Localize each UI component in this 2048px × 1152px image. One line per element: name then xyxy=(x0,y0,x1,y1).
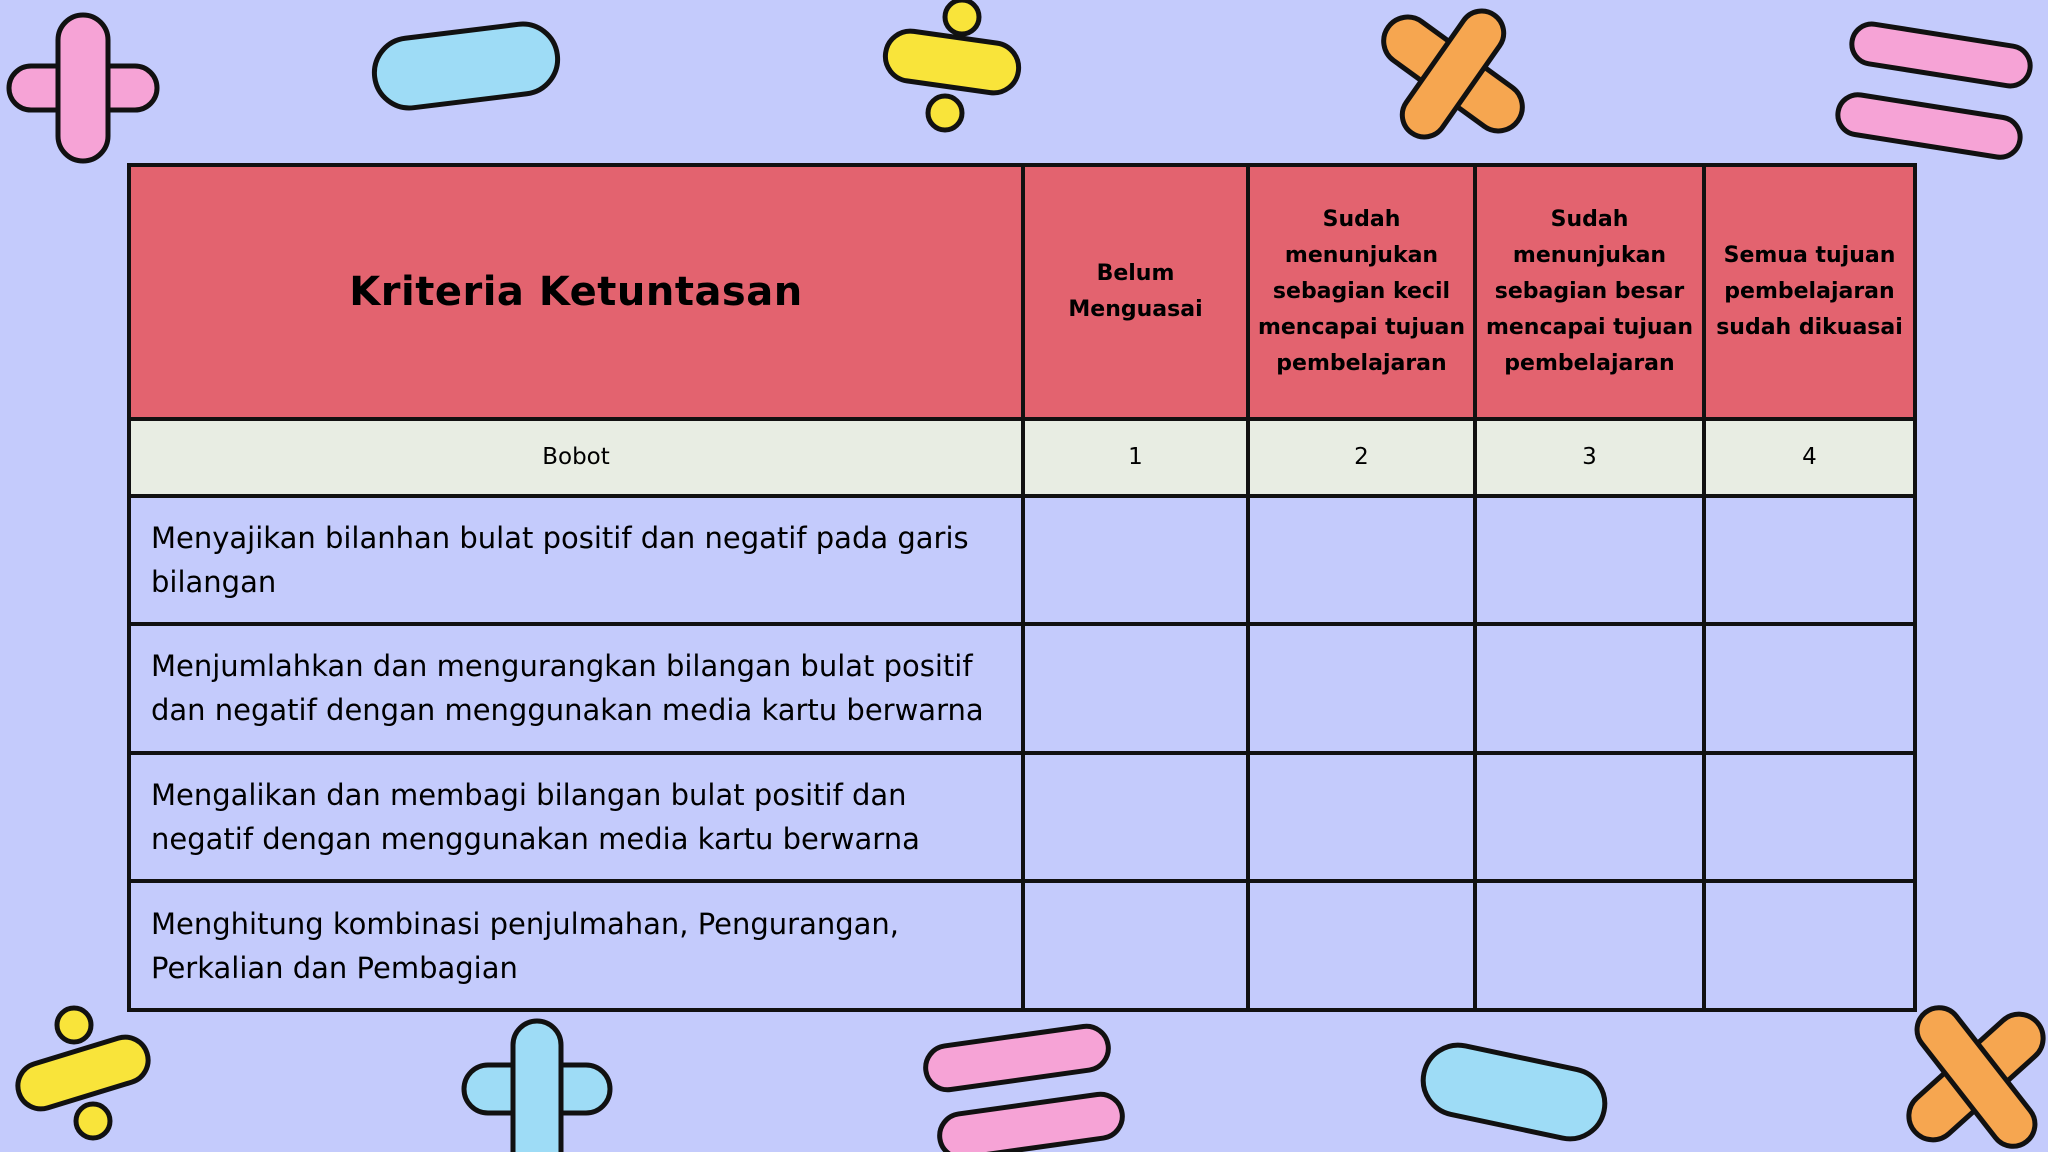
divide-icon xyxy=(882,28,1022,96)
score-cell[interactable] xyxy=(1248,624,1475,753)
divide-dot xyxy=(928,96,962,130)
plus-icon xyxy=(9,15,157,161)
level-header: Belum Menguasai xyxy=(1023,165,1248,419)
table-row xyxy=(129,753,1915,882)
score-cell[interactable] xyxy=(1023,753,1248,882)
divide-icon xyxy=(12,1031,154,1114)
criterion-cell: Menyajikan bilanhan bulat positif dan negatif pada garis bilangan xyxy=(129,496,1023,625)
level-header: Sudah menunjukan sebagian besar mencapai tujuan pembelajaran xyxy=(1475,165,1704,419)
minus-icon xyxy=(370,20,561,112)
table-row xyxy=(129,881,1915,1010)
table-title: Kriteria Ketuntasan xyxy=(129,165,1023,419)
score-cell[interactable] xyxy=(1704,753,1915,882)
plus-icon xyxy=(464,1021,610,1152)
score-cell[interactable] xyxy=(1023,496,1248,625)
header-row xyxy=(129,165,1915,419)
score-cell[interactable] xyxy=(1248,496,1475,625)
weight-value: 4 xyxy=(1704,419,1915,495)
score-cell[interactable] xyxy=(1023,881,1248,1010)
criterion-cell: Menghitung kombinasi penjulmahan, Pengurangan, Perkalian dan Pembagian xyxy=(129,881,1023,1010)
weight-value: 3 xyxy=(1475,419,1704,495)
score-cell[interactable] xyxy=(1475,624,1704,753)
divide-dot xyxy=(57,1008,91,1042)
divide-dot xyxy=(76,1104,110,1138)
minus-icon xyxy=(1417,1039,1612,1146)
times-icon xyxy=(1374,2,1532,145)
weight-row xyxy=(129,419,1915,495)
level-header: Semua tujuan pembelajaran sudah dikuasai xyxy=(1704,165,1915,419)
score-cell[interactable] xyxy=(1475,881,1704,1010)
score-cell[interactable] xyxy=(1248,753,1475,882)
level-header: Sudah menunjukan sebagian kecil mencapai tujuan pembelajaran xyxy=(1248,165,1475,419)
score-cell[interactable] xyxy=(1475,496,1704,625)
score-cell[interactable] xyxy=(1023,624,1248,753)
rubric-table xyxy=(127,163,1917,1012)
times-icon xyxy=(1899,999,2048,1152)
weight-label: Bobot xyxy=(129,419,1023,495)
weight-value: 1 xyxy=(1023,419,1248,495)
equals-icon xyxy=(1835,21,2033,160)
table-row xyxy=(129,624,1915,753)
score-cell[interactable] xyxy=(1704,881,1915,1010)
criterion-cell: Menjumlahkan dan mengurangkan bilangan bulat positif dan negatif dengan menggunakan media kartu berwarna xyxy=(129,624,1023,753)
score-cell[interactable] xyxy=(1704,496,1915,625)
criterion-cell: Mengalikan dan membagi bilangan bulat positif dan negatif dengan menggunakan media kartu berwarna xyxy=(129,753,1023,882)
equals-icon xyxy=(923,1023,1125,1152)
score-cell[interactable] xyxy=(1704,624,1915,753)
score-cell[interactable] xyxy=(1248,881,1475,1010)
weight-value: 2 xyxy=(1248,419,1475,495)
score-cell[interactable] xyxy=(1475,753,1704,882)
divide-dot xyxy=(945,0,979,34)
table-row xyxy=(129,496,1915,625)
